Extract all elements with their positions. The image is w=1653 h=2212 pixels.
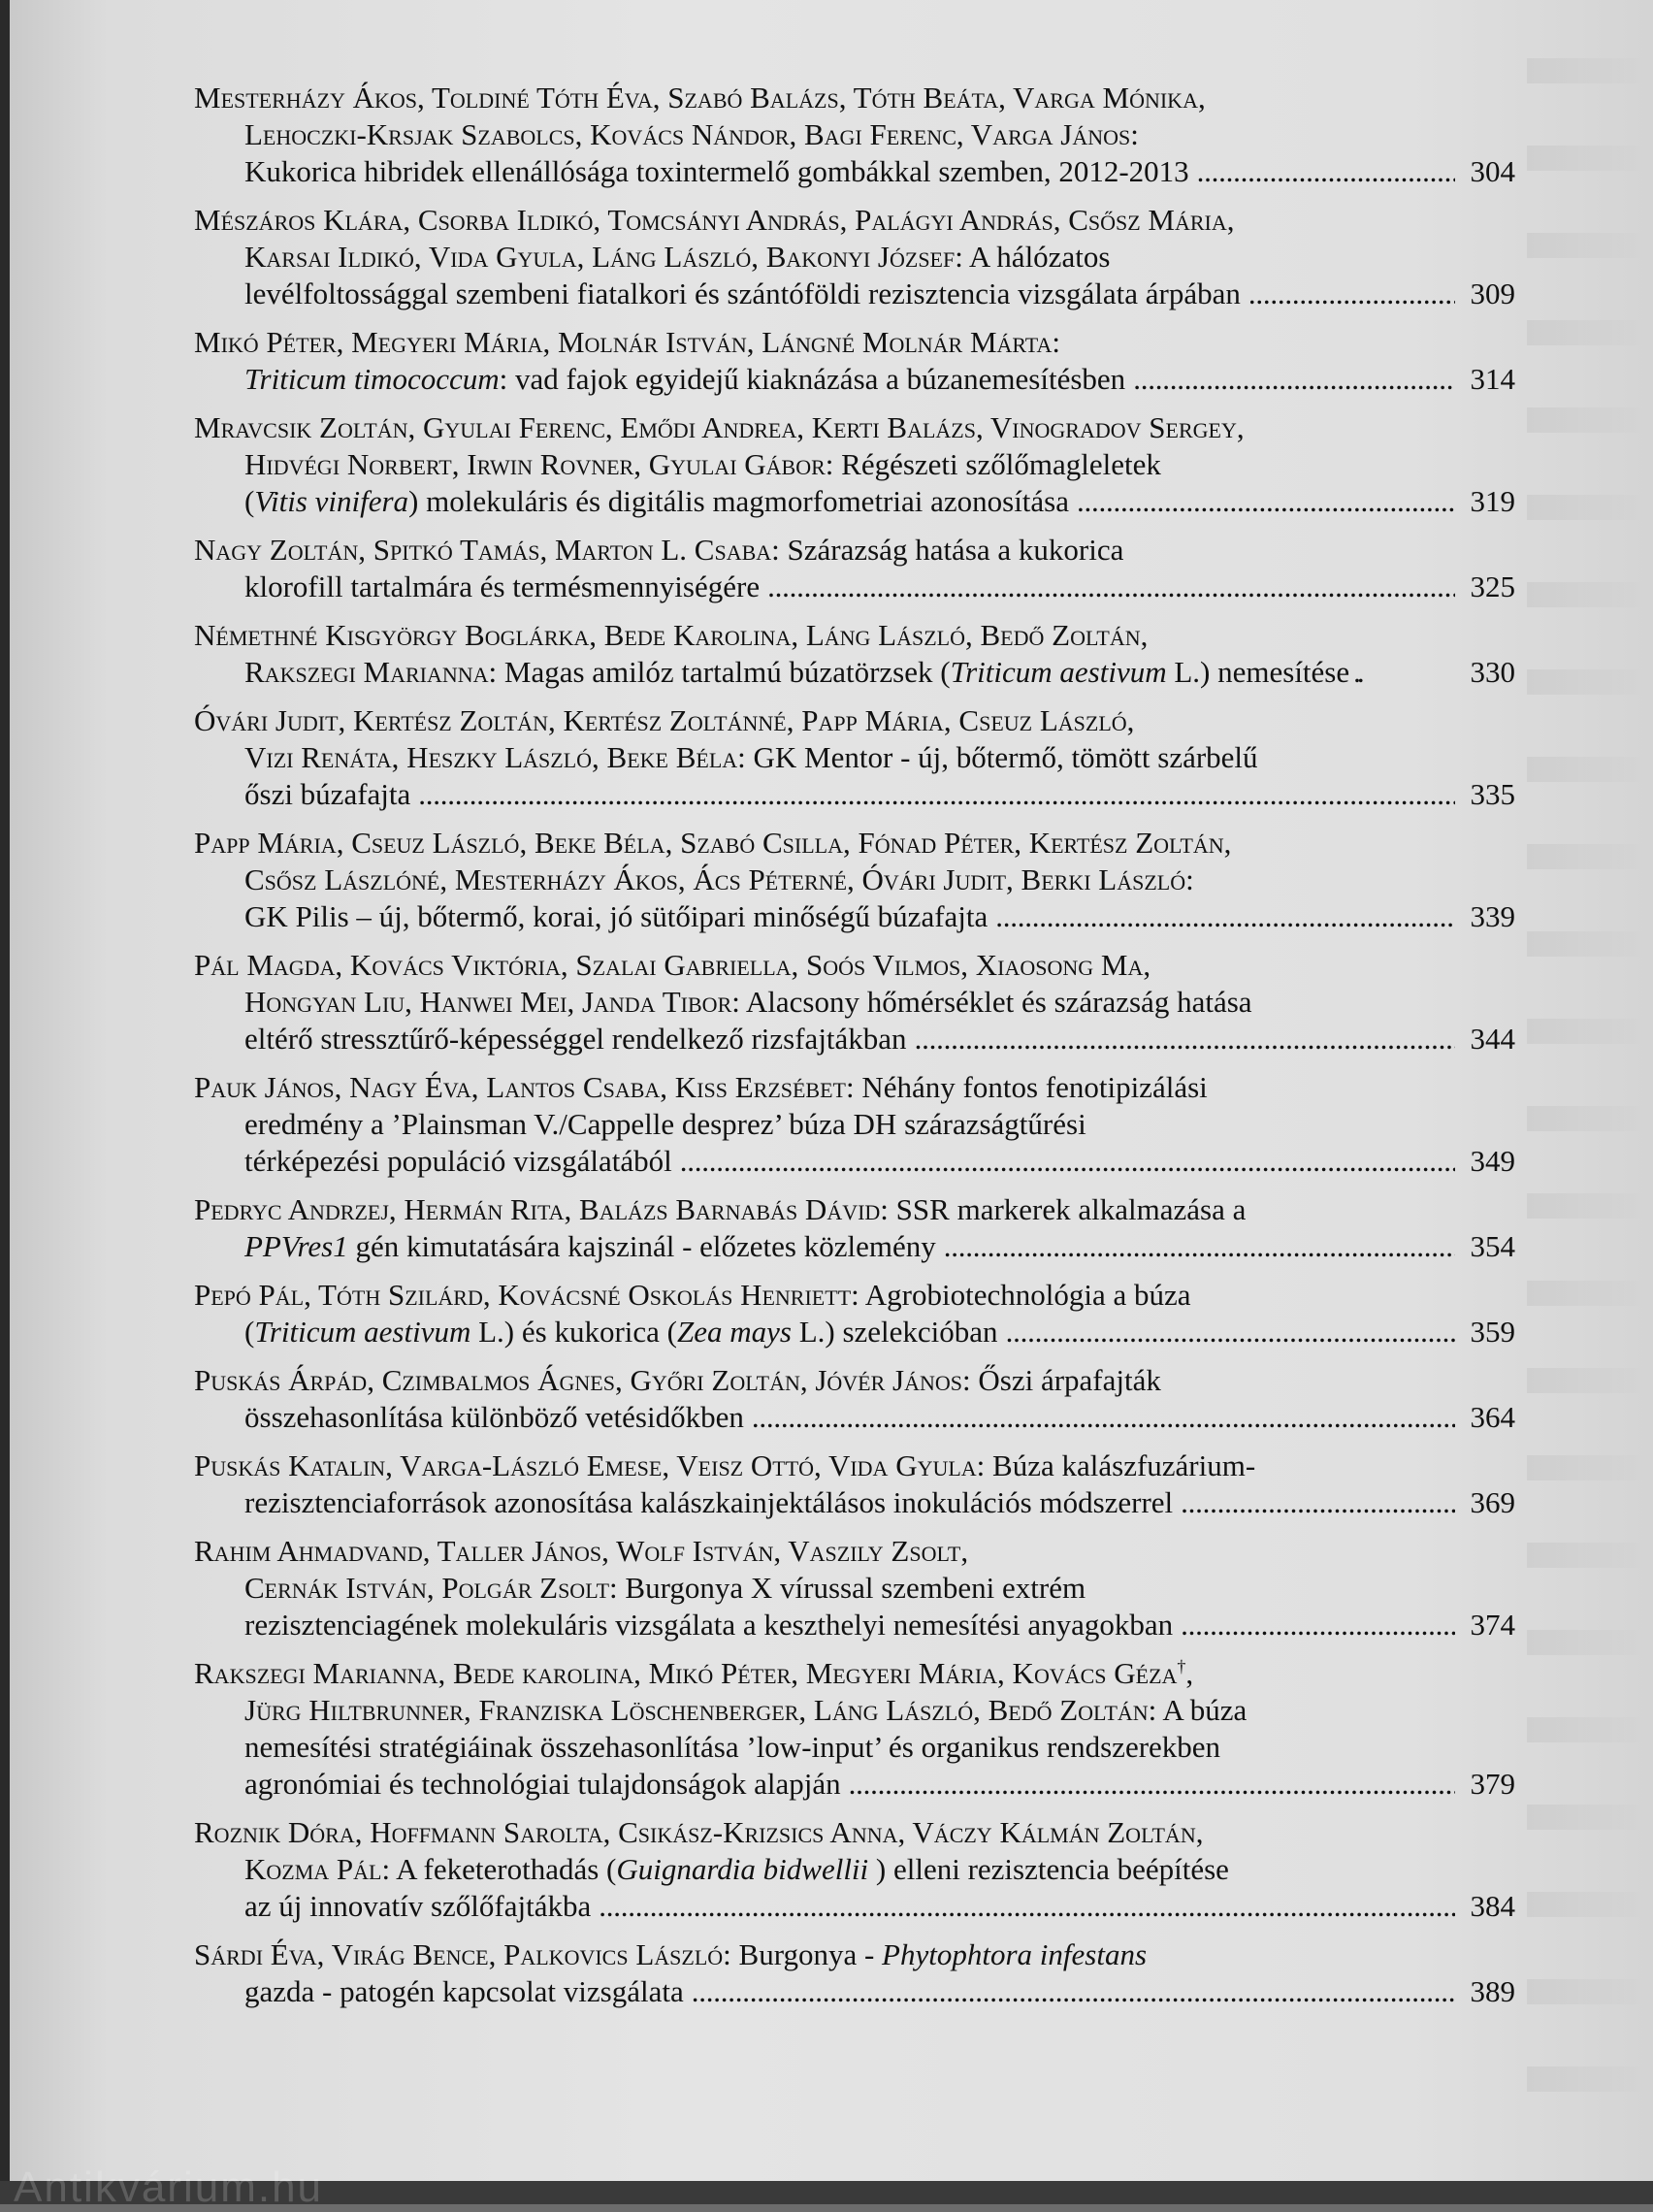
toc-entry bbox=[194, 1936, 1515, 2010]
entry-line bbox=[194, 1362, 1515, 1399]
title-text: agronómiai és technológiai tulajdonságok alapján bbox=[244, 1767, 841, 1801]
page-number: 379 bbox=[1470, 1767, 1515, 1801]
author-names: Cernák István, Polgár Zsolt: bbox=[244, 1571, 618, 1605]
page-number: 359 bbox=[1470, 1315, 1515, 1349]
title-text: Néhány fontos fenotipizálási bbox=[854, 1070, 1208, 1104]
page-number: 339 bbox=[1470, 899, 1515, 933]
author-names: Pauk János, Nagy Éva, Lantos Csaba, Kiss Erzsébet: bbox=[194, 1070, 855, 1104]
show-through-line bbox=[1527, 1630, 1653, 1655]
entry-title bbox=[244, 1143, 672, 1180]
show-through-line bbox=[1527, 58, 1653, 83]
entry-line bbox=[194, 1106, 1515, 1143]
title-text: gazda - patogén kapcsolat vizsgálata bbox=[244, 1974, 684, 2008]
page-number: 369 bbox=[1470, 1485, 1515, 1519]
show-through-line bbox=[1527, 320, 1653, 345]
toc-entry bbox=[194, 1814, 1515, 1925]
entry-line bbox=[194, 1692, 1515, 1729]
entry-last-line bbox=[194, 153, 1515, 190]
title-text: GK Pilis – új, bőtermő, korai, jó sütőipari minőségű búzafajta bbox=[244, 899, 989, 933]
entry-title bbox=[244, 153, 1189, 190]
entry-title bbox=[244, 276, 1241, 312]
dot-leader bbox=[752, 1399, 1455, 1436]
show-through-line bbox=[1527, 1717, 1653, 1742]
toc-entry bbox=[194, 1069, 1515, 1180]
entry-last-line bbox=[194, 361, 1515, 398]
title-text: Alacsony hőmérséklet és szárazság hatása bbox=[739, 985, 1252, 1019]
title-text: Agrobiotechnológia a búza bbox=[859, 1278, 1191, 1312]
entry-last-line bbox=[194, 1888, 1515, 1925]
show-through-line bbox=[1527, 1368, 1653, 1393]
toc-entry bbox=[194, 1362, 1515, 1436]
author-names: Pedryc Andrzej, Hermán Rita, Balázs Barnabás Dávid: bbox=[194, 1192, 889, 1226]
show-through-line bbox=[1527, 757, 1653, 782]
title-text: Őszi árpafajták bbox=[970, 1363, 1161, 1397]
italic-text: Vitis vinifera bbox=[254, 484, 409, 518]
toc-entry bbox=[194, 1191, 1515, 1265]
author-names: Vizi Renáta, Heszky László, Beke Béla: bbox=[244, 740, 746, 774]
entry-line bbox=[194, 862, 1515, 898]
show-through-text bbox=[1498, 58, 1653, 2096]
italic-text: Guignardia bidwellii bbox=[616, 1852, 869, 1886]
author-names: Mészáros Klára, Csorba Ildikó, Tomcsányi András, Palágyi András, Csősz Mária, bbox=[194, 203, 1235, 237]
dot-leader bbox=[995, 898, 1455, 935]
title-text: rezisztenciaforrások azonosítása kalászkainjektálásos inokulációs módszerrel bbox=[244, 1485, 1174, 1519]
title-text: Magas amilóz tartalmú búzatörzsek ( bbox=[497, 655, 951, 689]
book-spine bbox=[0, 0, 10, 2204]
show-through-line bbox=[1527, 931, 1653, 957]
title-text: rezisztenciagének molekuláris vizsgálata a keszthelyi nemesítési anyagokban bbox=[244, 1608, 1174, 1642]
toc-entry bbox=[194, 947, 1515, 1057]
page-number: 304 bbox=[1470, 154, 1515, 188]
title-text: összehasonlítása különböző vetésidőkben bbox=[244, 1400, 744, 1434]
entry-line bbox=[194, 202, 1515, 239]
author-names: Jürg Hiltbrunner, Franziska Löschenberger, Láng László, Bedő Zoltán: bbox=[244, 1693, 1157, 1727]
author-names: Puskás Árpád, Czimbalmos Ágnes, Győri Zoltán, Jóvér János: bbox=[194, 1363, 971, 1397]
entry-title bbox=[244, 569, 760, 605]
entry-line bbox=[194, 617, 1515, 654]
italic-text: Phytophtora infestans bbox=[882, 1937, 1148, 1971]
entry-last-line bbox=[194, 1607, 1515, 1643]
entry-last-line bbox=[194, 1314, 1515, 1350]
show-through-line bbox=[1527, 844, 1653, 869]
entry-last-line bbox=[194, 1021, 1515, 1057]
show-through-line bbox=[1527, 146, 1653, 171]
toc-entry bbox=[194, 532, 1515, 605]
title-text: ( bbox=[244, 484, 255, 518]
title-text: ( bbox=[244, 1315, 255, 1349]
dot-leader bbox=[1353, 654, 1459, 691]
show-through-line bbox=[1527, 1805, 1653, 1830]
entry-title bbox=[244, 1228, 936, 1265]
show-through-line bbox=[1527, 1979, 1653, 2004]
page-number: 319 bbox=[1470, 484, 1515, 518]
dot-leader bbox=[1181, 1484, 1455, 1521]
dot-leader bbox=[915, 1021, 1455, 1057]
show-through-line bbox=[1527, 2066, 1653, 2092]
author-names: Csősz Lászlóné, Mesterházy Ákos, Ács Péterné, Óvári Judit, Berki László: bbox=[244, 862, 1194, 896]
author-names: Mravcsik Zoltán, Gyulai Ferenc, Emődi Andrea, Kerti Balázs, Vinogradov Sergey, bbox=[194, 410, 1245, 444]
toc-entry bbox=[194, 80, 1515, 190]
page-number: 309 bbox=[1470, 276, 1515, 310]
title-text: A hálózatos bbox=[962, 240, 1111, 274]
title-text: gén kimutatására kajszinál - előzetes közlemény bbox=[347, 1229, 936, 1263]
author-names: Papp Mária, Cseuz László, Beke Béla, Szabó Csilla, Fónad Péter, Kertész Zoltán, bbox=[194, 826, 1232, 860]
toc-entry bbox=[194, 1533, 1515, 1643]
author-names: Óvári Judit, Kertész Zoltán, Kertész Zoltánné, Papp Mária, Cseuz László, bbox=[194, 703, 1135, 737]
page-number: 389 bbox=[1470, 1974, 1515, 2008]
dot-leader bbox=[680, 1143, 1455, 1180]
show-through-line bbox=[1527, 1281, 1653, 1306]
entry-title bbox=[244, 776, 410, 813]
page-number: 354 bbox=[1470, 1229, 1515, 1263]
title-text: térképezési populáció vizsgálatából bbox=[244, 1144, 672, 1178]
entry-last-line bbox=[194, 569, 1515, 605]
dot-leader bbox=[767, 569, 1455, 605]
page-number: 314 bbox=[1470, 362, 1515, 396]
show-through-line bbox=[1527, 1455, 1653, 1480]
show-through-line bbox=[1527, 1193, 1653, 1219]
title-text: levélfoltossággal szembeni fiatalkori és szántóföldi rezisztencia vizsgálata árpában bbox=[244, 276, 1241, 310]
author-names: Hidvégi Norbert, Irwin Rovner, Gyulai Gábor: bbox=[244, 447, 834, 481]
title-text: eltérő stressztűrő-képességgel rendelkező rizsfajtákban bbox=[244, 1022, 907, 1056]
dot-leader bbox=[1181, 1607, 1455, 1643]
author-names: Rahim Ahmadvand, Taller János, Wolf István, Vaszily Zsolt, bbox=[194, 1534, 969, 1568]
author-names: Puskás Katalin, Varga-László Emese, Veisz Ottó, Vida Gyula: bbox=[194, 1448, 986, 1482]
toc-entry bbox=[194, 617, 1515, 691]
show-through-line bbox=[1527, 233, 1653, 258]
dot-leader bbox=[1133, 361, 1455, 398]
show-through-line bbox=[1527, 1543, 1653, 1568]
toc-entry bbox=[194, 1277, 1515, 1350]
title-text: Kukorica hibridek ellenállósága toxintermelő gombákkal szemben, 2012-2013 bbox=[244, 154, 1189, 188]
entry-title bbox=[244, 898, 988, 935]
italic-text: Triticum aestivum bbox=[254, 1315, 471, 1349]
title-text: klorofill tartalmára és termésmennyiségére bbox=[244, 569, 761, 603]
title-text: GK Mentor - új, bőtermő, tömött szárbelű bbox=[745, 740, 1258, 774]
page-number: 335 bbox=[1470, 777, 1515, 811]
entry-line bbox=[194, 739, 1515, 776]
title-text: L.) szelekcióban bbox=[791, 1315, 998, 1349]
entry-last-line bbox=[194, 898, 1515, 935]
title-text: SSR markerek alkalmazása a bbox=[888, 1192, 1247, 1226]
entry-line bbox=[194, 1814, 1515, 1851]
italic-text: Triticum timococcum bbox=[244, 362, 500, 396]
entry-title bbox=[244, 1399, 744, 1436]
entry-line bbox=[194, 1936, 1515, 1973]
title-text: A búza bbox=[1156, 1693, 1248, 1727]
author-names: Lehoczki-Krsjak Szabolcs, Kovács Nándor, Bagi Ferenc, Varga János: bbox=[244, 117, 1139, 151]
author-names: Némethné Kisgyörgy Boglárka, Bede Karolina, Láng László, Bedő Zoltán, bbox=[194, 618, 1149, 652]
entry-title bbox=[244, 1888, 591, 1925]
entry-last-line bbox=[194, 1143, 1515, 1180]
entry-line bbox=[194, 702, 1515, 739]
entry-last-line bbox=[194, 483, 1515, 520]
dot-leader bbox=[1197, 153, 1455, 190]
entry-title bbox=[244, 483, 1069, 520]
entry-line bbox=[194, 1069, 1515, 1106]
entry-line bbox=[194, 532, 1515, 569]
entry-line bbox=[194, 1448, 1515, 1484]
show-through-line bbox=[1527, 495, 1653, 520]
italic-text: Triticum aestivum bbox=[950, 655, 1167, 689]
title-text: az új innovatív szőlőfajtákba bbox=[244, 1889, 592, 1923]
entry-line bbox=[194, 116, 1515, 153]
entry-last-line bbox=[194, 1973, 1515, 2010]
show-through-line bbox=[1527, 1106, 1653, 1131]
show-through-line bbox=[1527, 582, 1653, 607]
author-names: Mesterházy Ákos, Toldiné Tóth Éva, Szabó Balázs, Tóth Beáta, Varga Mónika, bbox=[194, 81, 1206, 114]
author-names: Kozma Pál: bbox=[244, 1852, 391, 1886]
page-number: 349 bbox=[1470, 1144, 1515, 1178]
table-of-contents bbox=[194, 80, 1515, 2022]
entry-last-line bbox=[194, 1766, 1515, 1803]
show-through-line bbox=[1527, 669, 1653, 695]
title-text: nemesítési stratégiáinak összehasonlítása ’low-input’ és organikus rendszerekben bbox=[244, 1730, 1221, 1764]
page-number: 374 bbox=[1470, 1608, 1515, 1642]
entry-title bbox=[244, 361, 1125, 398]
author-names: Roznik Dóra, Hoffmann Sarolta, Csikász-Krizsics Anna, Váczy Kálmán Zoltán, bbox=[194, 1815, 1204, 1849]
toc-entry bbox=[194, 324, 1515, 398]
author-names: Rakszegi Marianna: bbox=[244, 655, 498, 689]
entry-line bbox=[194, 825, 1515, 862]
page-number: 344 bbox=[1470, 1022, 1515, 1056]
author-names: Karsai Ildikó, Vida Gyula, Láng László, Bakonyi József: bbox=[244, 240, 963, 274]
entry-line bbox=[194, 1570, 1515, 1607]
entry-line bbox=[194, 1277, 1515, 1314]
entry-last-line bbox=[194, 1484, 1515, 1521]
author-names: Sárdi Éva, Virág Bence, Palkovics László: bbox=[194, 1937, 731, 1971]
italic-text: PPVres1 bbox=[244, 1229, 348, 1263]
page-number: 325 bbox=[1470, 569, 1515, 603]
entry-line bbox=[194, 80, 1515, 116]
dot-leader bbox=[1248, 276, 1455, 312]
dot-leader bbox=[944, 1228, 1455, 1265]
entry-line bbox=[194, 1655, 1515, 1692]
entry-line bbox=[194, 1191, 1515, 1228]
entry-line bbox=[194, 1729, 1515, 1766]
page-number: 384 bbox=[1470, 1889, 1515, 1923]
show-through-line bbox=[1527, 1892, 1653, 1917]
title-text: Burgonya X vírussal szembeni extrém bbox=[617, 1571, 1086, 1605]
dagger-mark: † bbox=[1177, 1656, 1186, 1676]
entry-last-line bbox=[194, 276, 1515, 312]
title-text: ) elleni rezisztencia beépítése bbox=[868, 1852, 1229, 1886]
entry-title bbox=[244, 1484, 1173, 1521]
author-names: Nagy Zoltán, Spitkó Tamás, Marton L. Csaba: bbox=[194, 533, 780, 567]
page-number: 330 bbox=[1470, 655, 1515, 689]
toc-entry bbox=[194, 409, 1515, 520]
entry-last-line bbox=[194, 1228, 1515, 1265]
title-text: : vad fajok egyidejű kiaknázása a búzanemesítésben bbox=[499, 362, 1126, 396]
title-text: Burgonya - bbox=[730, 1937, 883, 1971]
title-text: Búza kalászfuzárium- bbox=[985, 1448, 1256, 1482]
entry-title bbox=[244, 1314, 998, 1350]
entry-line bbox=[194, 984, 1515, 1021]
dot-leader bbox=[599, 1888, 1455, 1925]
dot-leader bbox=[1077, 483, 1455, 520]
toc-entry bbox=[194, 1655, 1515, 1803]
dot-leader bbox=[692, 1973, 1455, 2010]
toc-entry bbox=[194, 1448, 1515, 1521]
entry-title bbox=[244, 1021, 907, 1057]
title-text: A feketerothadás ( bbox=[390, 1852, 617, 1886]
toc-entry bbox=[194, 825, 1515, 935]
italic-text: Zea mays bbox=[676, 1315, 792, 1349]
toc-entry bbox=[194, 202, 1515, 312]
title-text: L.) és kukorica ( bbox=[470, 1315, 677, 1349]
author-names: Rakszegi Marianna, Bede karolina, Mikó Péter, Megyeri Mária, Kovács Géza bbox=[194, 1656, 1178, 1690]
author-names: Pepó Pál, Tóth Szilárd, Kovácsné Oskolás Henriett: bbox=[194, 1278, 859, 1312]
entry-line bbox=[194, 324, 1515, 361]
title-text: Szárazság hatása a kukorica bbox=[779, 533, 1124, 567]
title-text: őszi búzafajta bbox=[244, 777, 411, 811]
entry-title bbox=[244, 1766, 841, 1803]
author-names: Pál Magda, Kovács Viktória, Szalai Gabriella, Soós Vilmos, Xiaosong Ma, bbox=[194, 948, 1151, 982]
title-text: ) molekuláris és digitális magmorfometriai azonosítása bbox=[408, 484, 1070, 518]
dot-leader bbox=[1006, 1314, 1455, 1350]
title-text: , bbox=[1185, 1656, 1194, 1690]
entry-line bbox=[194, 947, 1515, 984]
author-names: Mikó Péter, Megyeri Mária, Molnár István, Lángné Molnár Márta: bbox=[194, 325, 1060, 359]
entry-line bbox=[194, 409, 1515, 446]
entry-line bbox=[194, 1851, 1515, 1888]
entry-last-line bbox=[194, 654, 1515, 691]
show-through-line bbox=[1527, 1019, 1653, 1044]
title-text: L.) nemesítése bbox=[1166, 655, 1350, 689]
entry-line bbox=[194, 1533, 1515, 1570]
title-text: Régészeti szőlőmagleletek bbox=[833, 447, 1161, 481]
entry-line bbox=[194, 446, 1515, 483]
entry-title bbox=[244, 654, 1349, 691]
author-names: Hongyan Liu, Hanwei Mei, Janda Tibor: bbox=[244, 985, 740, 1019]
toc-entry bbox=[194, 702, 1515, 813]
page-bottom-edge bbox=[0, 2163, 1653, 2211]
entry-title bbox=[244, 1973, 684, 2010]
show-through-line bbox=[1527, 407, 1653, 433]
entry-last-line bbox=[194, 1399, 1515, 1436]
title-text: eredmény a ’Plainsman V./Cappelle desprez’ búza DH szárazságtűrési bbox=[244, 1107, 1086, 1141]
entry-last-line bbox=[194, 776, 1515, 813]
watermark-text: Antikvárium.hu bbox=[14, 2163, 324, 2211]
dot-leader bbox=[418, 776, 1455, 813]
entry-title bbox=[244, 1607, 1173, 1643]
page-number: 364 bbox=[1470, 1400, 1515, 1434]
entry-line bbox=[194, 239, 1515, 276]
dot-leader bbox=[849, 1766, 1455, 1803]
